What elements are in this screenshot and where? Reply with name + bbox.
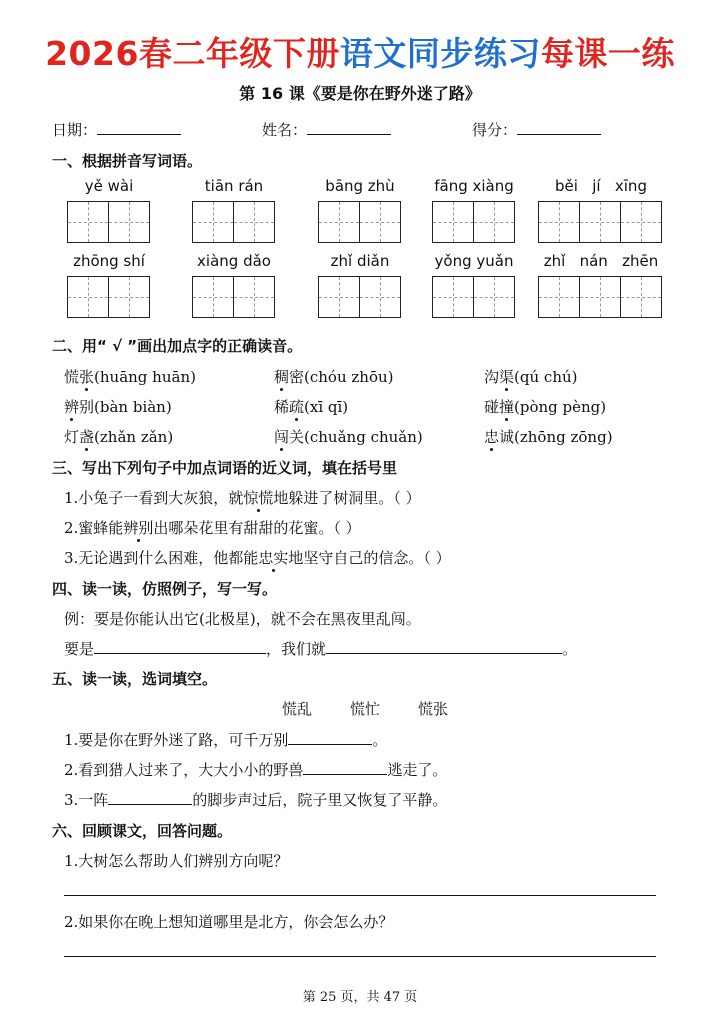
answer-blank[interactable] (303, 760, 387, 775)
date-field[interactable] (52, 119, 181, 140)
word-option: 慌乱 (282, 700, 313, 718)
answer-blank[interactable] (288, 730, 372, 745)
synonym-question[interactable]: 3.无论遇到什么困难，他都能忠实地坚守自己的信念。（ ） (64, 549, 451, 567)
writing-grid[interactable] (192, 276, 274, 318)
lesson-subtitle: 第 16 课《要是你在野外迷了路》 (239, 84, 481, 103)
score-blank[interactable] (517, 120, 601, 135)
answer-blank[interactable] (326, 639, 562, 654)
title-part-2: 二年级下册 (172, 34, 340, 73)
score-label: 得分： (472, 121, 518, 139)
question-1: 1.大树怎么帮助人们辨别方向呢？ (64, 852, 289, 870)
writing-grid[interactable] (538, 276, 661, 318)
word-option: 慌张 (418, 700, 449, 718)
name-label: 姓名： (262, 121, 308, 139)
worksheet-title (0, 28, 720, 75)
name-field[interactable] (262, 119, 391, 140)
fill-part-c: 。 (562, 640, 578, 658)
answer-line[interactable] (64, 895, 656, 896)
fill-question[interactable]: 2.看到猎人过来了，大大小小的野兽 逃走了。 (64, 761, 448, 779)
reading-choice[interactable]: 忠诚(zhōng zōng) (484, 428, 613, 446)
pinyin-label: zhǐ diǎn (330, 252, 390, 270)
reading-choice[interactable]: 闯关(chuǎng chuǎn) (274, 428, 423, 446)
pinyin-label: zhǐ nán zhēn (543, 252, 659, 270)
section-5-heading: 五、读一读，选词填空。 (52, 670, 218, 688)
date-label: 日期： (52, 121, 98, 139)
section-4-heading: 四、读一读，仿照例子，写一写。 (52, 580, 278, 598)
reading-choice[interactable]: 碰撞(pòng pèng) (484, 398, 607, 416)
section-6-heading: 六、回顾课文，回答问题。 (52, 822, 233, 840)
writing-grid[interactable] (318, 201, 400, 243)
title-part-4: 每课一练 (540, 34, 675, 73)
writing-grid[interactable] (192, 201, 274, 243)
writing-grid[interactable] (538, 201, 661, 243)
title-part-3: 语文同步练习 (339, 34, 541, 73)
pinyin-label: fāng xiàng (434, 177, 514, 195)
example-sentence: 例：要是你能认出它(北极星)，就不会在黑夜里乱闯。 (64, 610, 421, 628)
fill-part-b: ，我们就 (266, 640, 327, 658)
writing-grid[interactable] (67, 201, 149, 243)
pinyin-label: zhōng shí (73, 252, 145, 270)
question-2: 2.如果你在晚上想知道哪里是北方，你会怎么办？ (64, 913, 394, 931)
title-part-1: 2026春 (45, 34, 173, 73)
word-option: 慌忙 (350, 700, 381, 718)
pinyin-label: yě wài (84, 177, 134, 195)
score-field[interactable] (472, 119, 601, 140)
pinyin-label: tiān rán (204, 177, 264, 195)
writing-grid[interactable] (432, 201, 514, 243)
imitation-sentence[interactable] (64, 638, 577, 659)
answer-blank[interactable] (108, 790, 192, 805)
reading-choice[interactable]: 稀疏(xī qī) (274, 398, 349, 416)
pinyin-label: bāng zhù (325, 177, 395, 195)
section-2-heading: 二、用“ √ ”画出加点字的正确读音。 (52, 337, 303, 355)
pinyin-label: běi jí xīng (555, 177, 647, 195)
answer-line[interactable] (64, 956, 656, 957)
date-blank[interactable] (97, 120, 181, 135)
fill-part-a: 要是 (64, 640, 95, 658)
reading-choice[interactable]: 稠密(chóu zhōu) (274, 368, 394, 386)
fill-question[interactable]: 3.一阵 的脚步声过后，院子里又恢复了平静。 (64, 791, 448, 809)
reading-choice[interactable]: 沟渠(qú chú) (484, 368, 578, 386)
page-number: 第 25 页，共 47 页 (302, 990, 418, 1005)
pinyin-label: xiàng dǎo (197, 252, 271, 270)
synonym-question[interactable]: 2.蜜蜂能辨别出哪朵花里有甜甜的花蜜。（ ） (64, 519, 361, 537)
reading-choice[interactable]: 灯盏(zhǎn zǎn) (64, 428, 174, 446)
section-3-heading: 三、写出下列句子中加点词语的近义词，填在括号里 (52, 459, 398, 477)
writing-grid[interactable] (432, 276, 514, 318)
writing-grid[interactable] (67, 276, 149, 318)
section-1-heading: 一、根据拼音写词语。 (52, 152, 203, 170)
fill-question[interactable]: 1.要是你在野外迷了路，可千万别 。 (64, 731, 388, 749)
reading-choice[interactable]: 辨别(bàn biàn) (64, 398, 172, 416)
reading-choice[interactable]: 慌张(huāng huān) (64, 368, 196, 386)
writing-grid[interactable] (318, 276, 400, 318)
name-blank[interactable] (307, 120, 391, 135)
pinyin-label: yǒng yuǎn (434, 252, 514, 270)
answer-blank[interactable] (94, 639, 266, 654)
synonym-question[interactable]: 1.小兔子一看到大灰狼，就惊慌地躲进了树洞里。（ ） (64, 489, 421, 507)
